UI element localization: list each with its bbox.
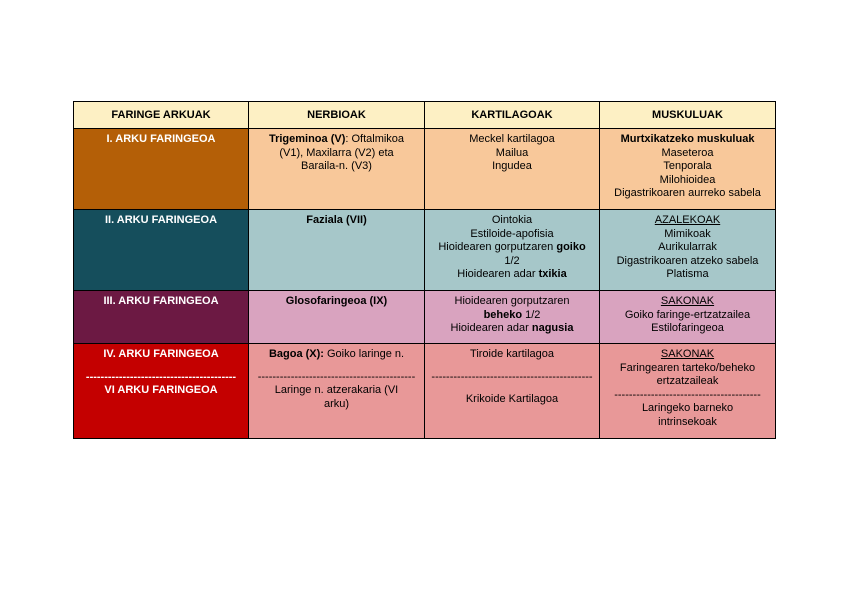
cartilage-item: 1/2 <box>504 254 520 267</box>
muscle-item: ertzatzaileak <box>656 375 719 387</box>
cartilage-emphasis: txikia <box>538 268 567 280</box>
arch-cell <box>74 291 249 344</box>
arch-label: II. ARKU FARINGEOA <box>104 214 218 226</box>
muscle-item: Milohioidea <box>659 173 716 186</box>
muscle-item: Tenporala <box>663 160 712 172</box>
nerve-cell <box>249 291 425 344</box>
muscle-item: Faringearen tarteko/beheko <box>619 361 756 374</box>
cartilage-item: Tiroide kartilagoa <box>470 348 554 360</box>
spacer <box>78 362 244 371</box>
muscle-cell <box>600 210 776 291</box>
muscle-item: Mimikoak <box>664 227 711 240</box>
muscle-group-title: SAKONAK <box>660 348 715 360</box>
nerve-detail: Baraila-n. (V3) <box>301 160 372 172</box>
arch-cell <box>74 129 249 210</box>
cartilage-cell <box>425 210 600 291</box>
muscle-item: Digastrikoaren atzeko sabela <box>616 254 759 267</box>
muscle-group-title: SAKONAK <box>660 295 715 307</box>
header-arches: FARINGE ARKUAK <box>74 102 249 129</box>
table-row <box>74 291 776 344</box>
muscle-item: Goiko faringe-ertzatzailea <box>624 308 751 321</box>
cartilage-text: Hioidearen adar <box>450 322 532 334</box>
separator: ------------------------------------------- <box>257 370 416 383</box>
separator: -------------------------------------------- <box>431 370 593 383</box>
cartilage-item <box>429 309 595 323</box>
cartilage-item <box>429 268 595 282</box>
nerve-cell <box>249 344 425 439</box>
muscle-item: intrinsekoak <box>658 415 717 428</box>
muscle-group-title: AZALEKOAK <box>654 214 721 226</box>
separator: ----------------------------------------- <box>85 370 237 383</box>
separator: ---------------------------------------- <box>614 388 761 401</box>
spacer <box>253 362 420 371</box>
muscle-item: Maseteroa <box>661 146 714 159</box>
muscle-item: Estilofaringeoa <box>651 322 724 334</box>
nerve-name: Bagoa (X): <box>268 348 324 360</box>
table-row <box>74 210 776 291</box>
cartilage-item: Meckel kartilagoa <box>469 133 555 145</box>
muscle-item: Digastrikoaren aurreko sabela <box>614 187 761 199</box>
arch-label: IV. ARKU FARINGEOA <box>103 348 219 360</box>
arch-label: I. ARKU FARINGEOA <box>106 133 216 145</box>
header-muscles: MUSKULUAK <box>600 102 776 129</box>
cartilage-text: Hioidearen adar <box>457 268 539 280</box>
cartilage-cell <box>425 129 600 210</box>
pharyngeal-arches-table <box>73 101 776 439</box>
nerve-cell <box>249 210 425 291</box>
muscle-item: Laringeko barneko <box>641 402 734 414</box>
arch-label: VI ARKU FARINGEOA <box>104 384 218 396</box>
cartilage-item <box>429 241 595 255</box>
nerve-name: Trigeminoa (V) <box>268 133 346 145</box>
header-row <box>74 102 776 129</box>
muscle-cell <box>600 129 776 210</box>
cartilage-emphasis: beheko <box>483 308 523 321</box>
cartilage-item: Estiloide-apofisia <box>470 227 554 240</box>
spacer <box>429 362 595 371</box>
muscle-item: Platisma <box>666 268 709 280</box>
nerve-name: Glosofaringeoa (IX) <box>285 295 388 307</box>
cartilage-item: Krikoide Kartilagoa <box>465 393 559 405</box>
arch-cell <box>74 210 249 291</box>
muscle-cell <box>600 344 776 439</box>
cartilage-item: Hioidearen gorputzaren <box>454 295 570 307</box>
arch-cell <box>74 344 249 439</box>
nerve-cell <box>249 129 425 210</box>
cartilage-emphasis: nagusia <box>531 322 574 334</box>
cartilage-item: Ingudea <box>492 160 532 172</box>
nerve-detail: Goiko laringe n. <box>323 348 405 360</box>
nerve-detail: : Oftalmikoa <box>345 133 405 145</box>
table-row <box>74 129 776 210</box>
cartilage-item: Ointokia <box>491 214 533 226</box>
nerve-detail: (V1), Maxilarra (V2) eta <box>279 146 394 159</box>
cartilage-item: Mailua <box>495 146 529 159</box>
muscle-group-title: Murtxikatzeko muskuluak <box>620 133 755 145</box>
cartilage-emphasis: goiko <box>556 241 586 253</box>
cartilage-cell <box>425 291 600 344</box>
table-row <box>74 344 776 439</box>
cartilage-text: 1/2 <box>522 308 541 321</box>
arch-label: III. ARKU FARINGEOA <box>103 295 219 307</box>
nerve-detail: Laringe n. atzerakaria (VI <box>274 384 399 396</box>
cartilage-item <box>429 322 595 336</box>
nerve-detail: arku) <box>323 397 350 410</box>
spacer <box>429 384 595 393</box>
header-nerves: NERBIOAK <box>249 102 425 129</box>
cartilage-text: Hioidearen gorputzaren <box>438 241 557 253</box>
nerve-name: Faziala (VII) <box>306 214 367 226</box>
nerve-item <box>253 348 420 362</box>
muscle-item: Aurikularrak <box>658 241 717 253</box>
muscle-cell <box>600 291 776 344</box>
header-cartilages: KARTILAGOAK <box>425 102 600 129</box>
cartilage-cell <box>425 344 600 439</box>
